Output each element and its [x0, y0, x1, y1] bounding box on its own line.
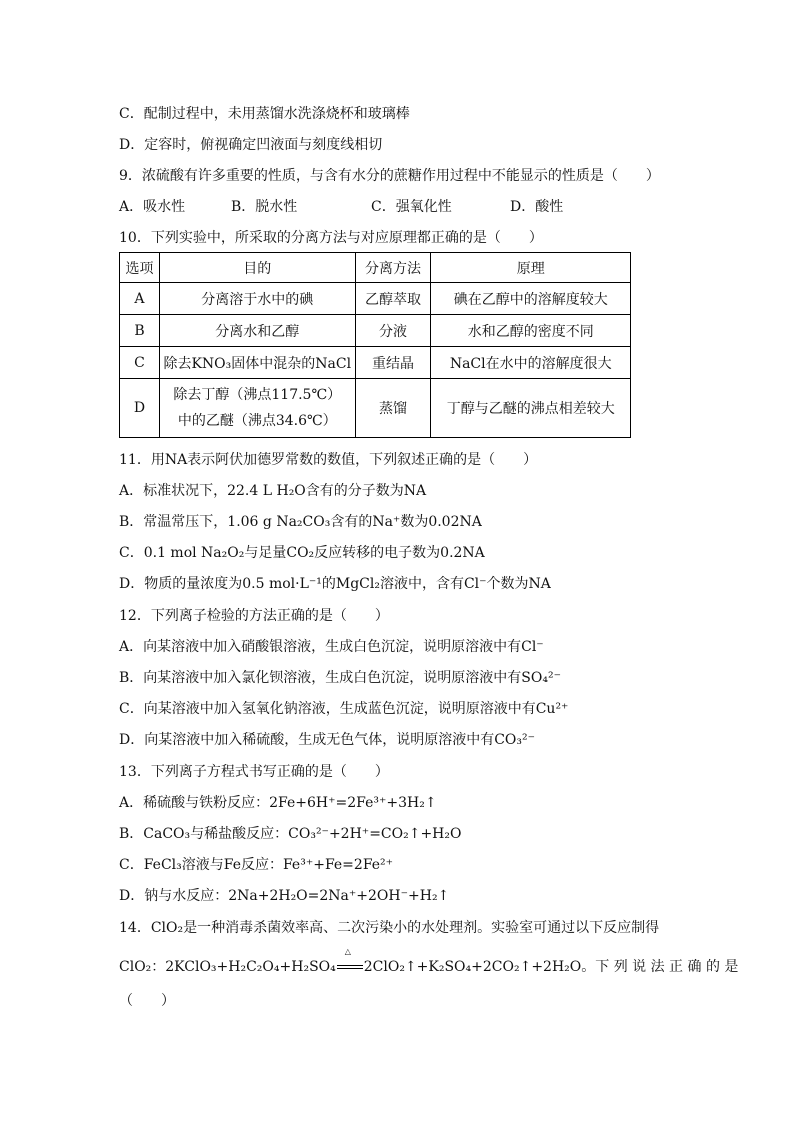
header-option: 选项 [120, 253, 160, 283]
row-method: 重结晶 [355, 347, 431, 379]
header-purpose: 目的 [159, 253, 355, 283]
equals-sign [337, 965, 363, 969]
q13-option-c: C．FeCl₃溶液与Fe反应：Fe³⁺+Fe=2Fe²⁺ [119, 857, 394, 873]
row-principle: 水和乙醇的密度不同 [431, 315, 631, 347]
table-row [120, 315, 631, 347]
q12-stem: 12．下列离子检验的方法正确的是（ ） [119, 608, 389, 624]
table-header-row [120, 253, 631, 283]
row-option: D [120, 379, 160, 438]
row-option: C [120, 347, 160, 379]
q14-equation-right: 2ClO₂↑+K₂SO₄+2CO₂↑+2H₂O。下 列 说 法 正 确 的 是 [363, 959, 739, 975]
row-principle: 碘在乙醇中的溶解度较大 [431, 283, 631, 315]
row-purpose [159, 379, 355, 438]
table-row [120, 347, 631, 379]
row-purpose: 分离水和乙醇 [159, 315, 355, 347]
q9-option-a: A．吸水性 [119, 199, 186, 215]
row-principle: NaCl在水中的溶解度很大 [431, 347, 631, 379]
q8-option-d: D．定容时，俯视确定凹液面与刻度线相切 [119, 137, 383, 153]
header-principle: 原理 [431, 253, 631, 283]
row-principle: 丁醇与乙醚的沸点相差较大 [431, 379, 631, 438]
q9-option-d: D．酸性 [510, 199, 564, 215]
q11-option-b: B．常温常压下，1.06 g Na₂CO₃含有的Na⁺数为0.02NA [119, 514, 482, 530]
q14-answer-paren: （ ） [119, 993, 175, 1009]
q11-option-c: C．0.1 mol Na₂O₂与足量CO₂反应转移的电子数为0.2NA [119, 545, 485, 561]
q12-option-a: A．向某溶液中加入硝酸银溶液，生成白色沉淀，说明原溶液中有Cl⁻ [119, 639, 544, 655]
q12-option-b: B．向某溶液中加入氯化钡溶液，生成白色沉淀，说明原溶液中有SO₄²⁻ [119, 670, 561, 686]
q9-option-c: C．强氧化性 [371, 199, 452, 215]
table-row [120, 283, 631, 315]
row-purpose-line-1: 除去丁醇（沸点117.5℃） [173, 387, 342, 403]
q11-stem: 11．用NA表示阿伏加德罗常数的数值，下列叙述正确的是（ ） [119, 452, 538, 468]
q13-option-d: D．钠与水反应：2Na+2H₂O=2Na⁺+2OH⁻+H₂↑ [119, 888, 450, 904]
row-method: 蒸馏 [355, 379, 431, 438]
row-purpose-line-2: 中的乙醚（沸点34.6℃） [177, 413, 337, 429]
q14-equation [119, 947, 739, 977]
row-option: A [120, 283, 160, 315]
q8-option-c: C．配制过程中，未用蒸馏水洗涤烧杯和玻璃棒 [119, 106, 410, 122]
row-purpose: 分离溶于水中的碘 [159, 283, 355, 315]
row-purpose: 除去KNO₃固体中混杂的NaCl [159, 347, 355, 379]
q13-option-b: B．CaCO₃与稀盐酸反应：CO₃²⁻+2H⁺=CO₂↑+H₂O [119, 826, 462, 842]
q9-option-b: B．脱水性 [231, 199, 298, 215]
q11-option-d: D．物质的量浓度为0.5 mol·L⁻¹的MgCl₂溶液中，含有Cl⁻个数为NA [119, 576, 551, 592]
q12-option-c: C．向某溶液中加入氢氧化钠溶液，生成蓝色沉淀，说明原溶液中有Cu²⁺ [119, 701, 569, 717]
row-method: 乙醇萃取 [355, 283, 431, 315]
heat-delta-icon: △ [344, 947, 351, 956]
header-method: 分离方法 [355, 253, 431, 283]
heating-condition-arrow [336, 947, 364, 977]
row-method: 分液 [355, 315, 431, 347]
q13-option-a: A．稀硫酸与铁粉反应：2Fe+6H⁺=2Fe³⁺+3H₂↑ [119, 795, 437, 811]
q12-option-d: D．向某溶液中加入稀硫酸，生成无色气体，说明原溶液中有CO₃²⁻ [119, 732, 536, 748]
row-option: B [120, 315, 160, 347]
q9-stem: 9．浓硫酸有许多重要的性质，与含有水分的蔗糖作用过程中不能显示的性质是（ ） [119, 168, 660, 184]
q11-option-a: A．标准状况下，22.4 L H₂O含有的分子数为NA [119, 483, 427, 499]
q13-stem: 13．下列离子方程式书写正确的是（ ） [119, 764, 389, 780]
q10-stem: 10．下列实验中，所采取的分离方法与对应原理都正确的是（ ） [119, 230, 543, 246]
q14-equation-left: ClO₂：2KClO₃+H₂C₂O₄+H₂SO₄ [119, 959, 336, 975]
q14-stem: 14．ClO₂是一种消毒杀菌效率高、二次污染小的水处理剂。实验室可通过以下反应制得 [119, 920, 660, 936]
q10-table [119, 252, 631, 438]
table-row [120, 379, 631, 438]
